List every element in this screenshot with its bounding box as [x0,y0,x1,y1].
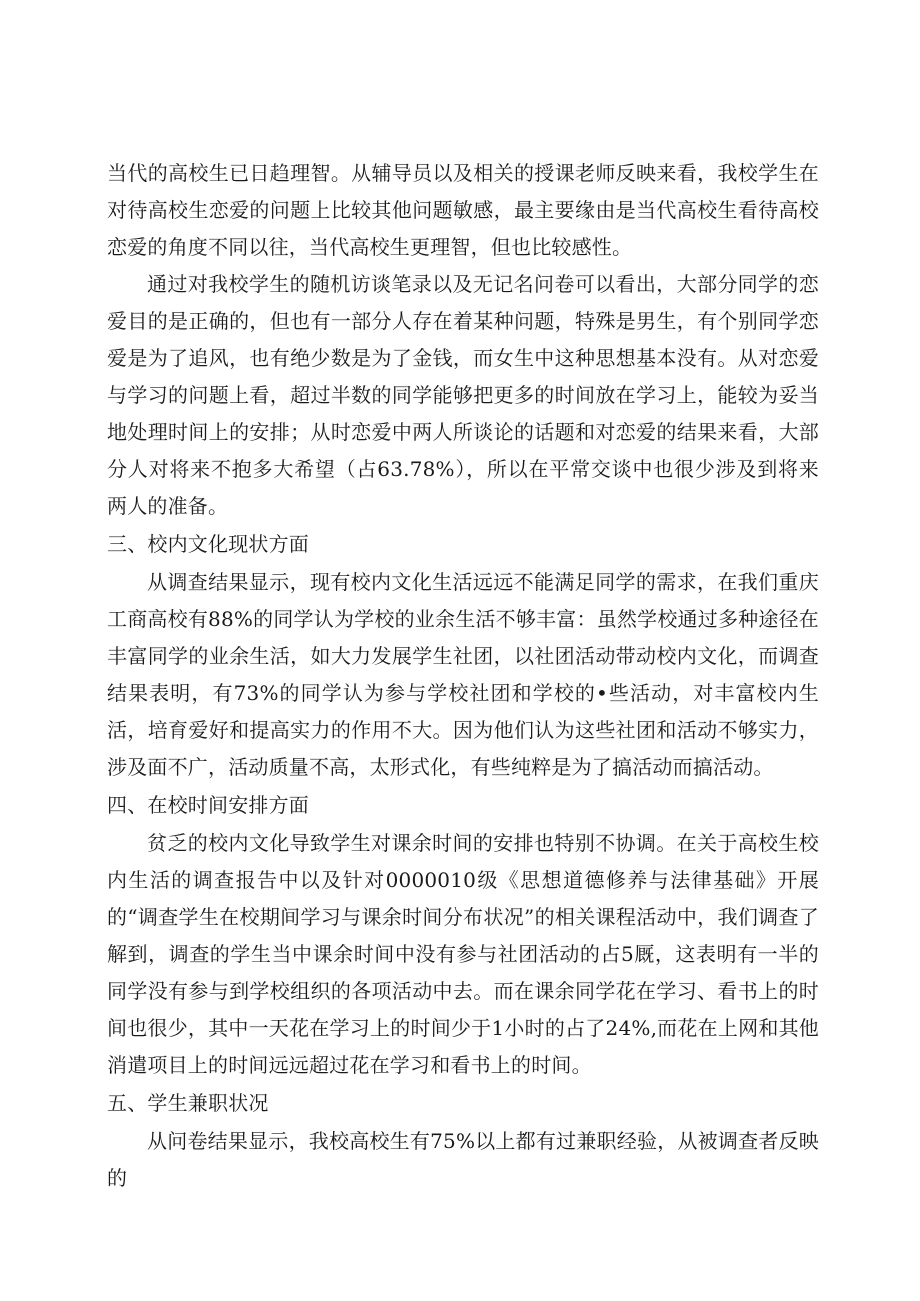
paragraph-rational-students: 当代的高校生已日趋理智。从辅导员以及相关的授课老师反映来看，我校学生在对待高校生恋爱的问题上比较其他问题敏感，最主要缘由是当代高校生看待高校恋爱的角度不同以往，当代高校生更理智，但也比较感性。 [107,161,819,259]
paragraph-campus-culture: 从调查结果显示，现有校内文化生活远远不能满足同学的需求，在我们重庆工商高校有88%的同学认为学校的业余生活不够丰富：虽然学校通过多种途径在丰富同学的业余生活，如大力发展学生社团，以社团活动带动校内文化，而调查结果表明，有73%的同学认为参与学校社团和学校的•些活动，对丰富校内生活，培育爱好和提高实力的作用不大。因为他们认为这些社团和活动不够实力，涉及面不广，活动质量不高，太形式化，有些纯粹是为了搞活动而搞活动。 [107,570,819,779]
paragraph-time-arrangement: 贫乏的校内文化导致学生对课余时间的安排也特别不协调。在关于高校生校内生活的调查报告中以及针对0000010级《思想道德修养与法律基础》开展的“调查学生在校期间学习与课余时间分布状况”的相关课程活动中，我们调查了解到，调查的学生当中课余时间中没有参与社团活动的占5厩，这表明有一半的同学没有参与到学校组织的各项活动中去。而在课余同学花在学习、看书上的时间也很少，其中一天花在学习上的时间少于1小时的占了24%,而花在上网和其他消遣项目上的时间远远超过花在学习和看书上的时间。 [107,831,819,1077]
section-heading-time-arrangement: 四、在校时间安排方面 [107,793,309,817]
section-heading-part-time-jobs: 五、学生兼职状况 [107,1091,269,1115]
document-body [107,155,819,1197]
paragraph-part-time-jobs: 从问卷结果显示，我校高校生有75%以上都有过兼职经验，从被调查者反映的 [107,1129,819,1190]
paragraph-love-survey: 通过对我校学生的随机访谈笔录以及无记名问卷可以看出，大部分同学的恋爱目的是正确的，但也有一部分人存在着某种问题，特殊是男生，有个别同学恋爱是为了追风，也有绝少数是为了金钱，而女生中这种思想基本没有。从对恋爱与学习的问题上看，超过半数的同学能够把更多的时间放在学习上，能较为妥当地处理时间上的安排；从时恋爱中两人所谈论的话题和对恋爱的结果来看，大部分人对将来不抱多大希望（占63.78%），所以在平常交谈中也很少涉及到将来两人的准备。 [107,272,819,518]
section-heading-campus-culture: 三、校内文化现状方面 [107,532,309,556]
